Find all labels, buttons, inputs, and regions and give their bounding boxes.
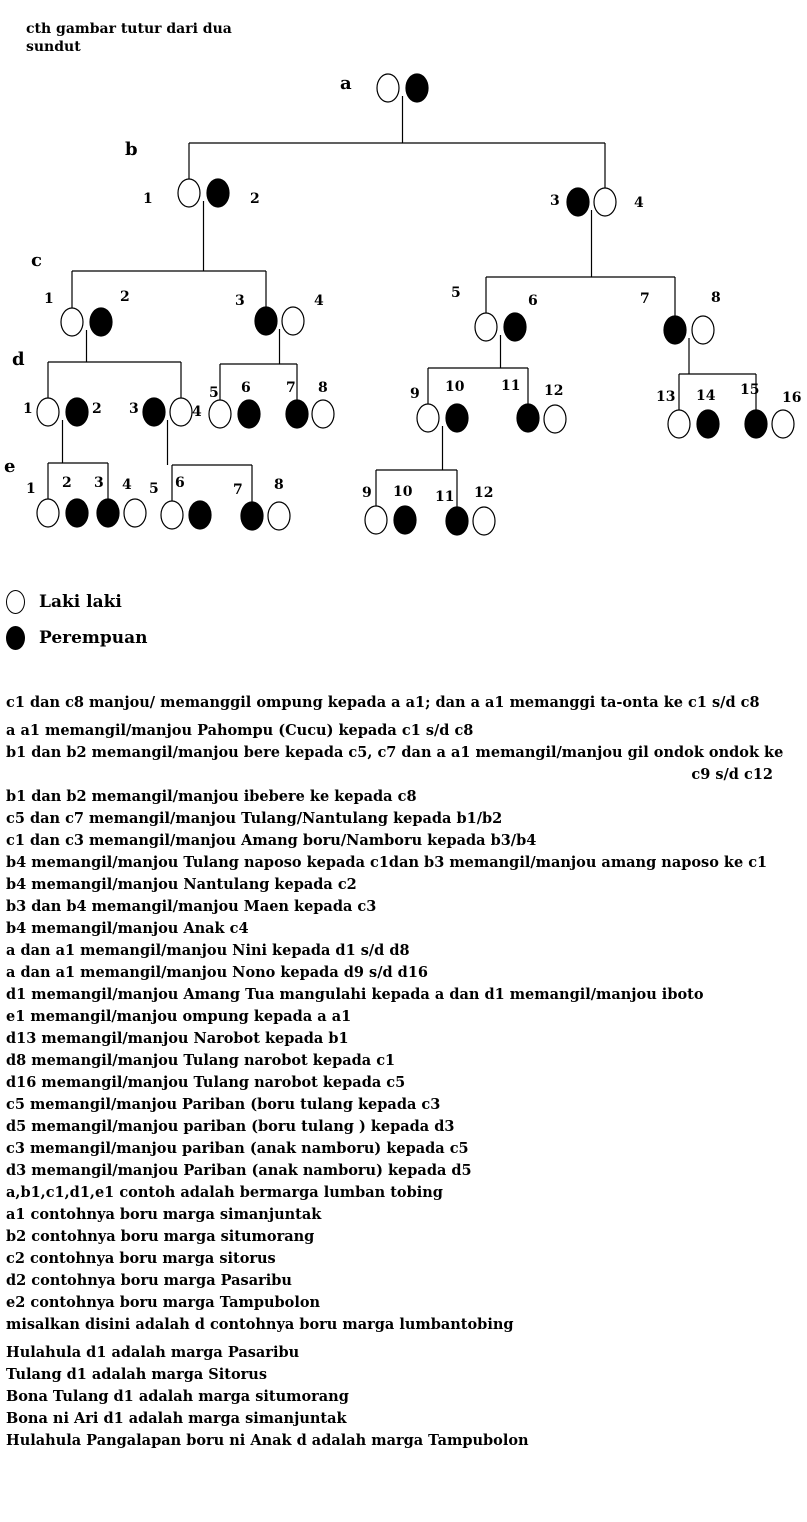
person-number-label: 8 (318, 380, 328, 396)
note-line (6, 742, 801, 786)
kinship-diagram (0, 0, 807, 570)
person-number-label: 4 (634, 195, 644, 211)
person-number-label: 1 (44, 291, 54, 307)
person-number-label: 7 (286, 380, 296, 396)
person-female-symbol (207, 179, 229, 207)
person-number-label: 6 (241, 380, 251, 396)
note-line: d1 memangil/manjou Amang Tua mangulahi kepada a dan d1 memangil/manjou iboto (6, 986, 704, 1003)
person-number-label: 10 (393, 484, 413, 500)
person-male-symbol (37, 398, 59, 426)
person-male-symbol (475, 313, 497, 341)
person-male-symbol (772, 410, 794, 438)
note-line: d8 memangil/manjou Tulang narobot kepada c1 (6, 1052, 396, 1069)
person-number-label: 3 (94, 475, 104, 491)
female-filled-circle-icon (6, 626, 25, 650)
person-number-label: 4 (122, 477, 132, 493)
note-line: d16 memangil/manjou Tulang narobot kepada c5 (6, 1074, 406, 1091)
person-number-label: 1 (23, 401, 33, 417)
note-line: e1 memangil/manjou ompung kepada a a1 (6, 1008, 352, 1025)
person-number-label: 2 (92, 401, 102, 417)
person-number-label: 2 (62, 475, 72, 491)
note-line-continuation: c9 s/d c12 (691, 766, 773, 783)
person-number-label: 15 (740, 382, 760, 398)
person-number-label: 12 (474, 485, 494, 501)
note-line-main: b1 dan b2 memangil/manjou bere kepada c5, c7 dan a a1 memangil/manjou gil ondok ondok ke (6, 744, 784, 761)
person-number-label: 8 (711, 290, 721, 306)
note-line: a1 contohnya boru marga simanjuntak (6, 1206, 322, 1223)
person-male-symbol (282, 307, 304, 335)
person-male-symbol (692, 316, 714, 344)
person-male-symbol (594, 188, 616, 216)
person-female-symbol (189, 501, 211, 529)
kinship-notes (6, 692, 801, 1452)
person-male-symbol (377, 74, 399, 102)
person-number-label: 9 (410, 386, 420, 402)
person-number-label: 4 (314, 293, 324, 309)
note-line: Bona ni Ari d1 adalah marga simanjuntak (6, 1410, 347, 1427)
person-number-label: 2 (120, 289, 130, 305)
person-male-symbol (417, 404, 439, 432)
person-number-label: 4 (192, 404, 202, 420)
note-line: b4 memangil/manjou Tulang naposo kepada c1dan b3 memangil/manjou amang naposo ke c1 (6, 854, 768, 871)
person-female-symbol (406, 74, 428, 102)
person-number-label: 12 (544, 383, 564, 399)
person-number-label: 5 (209, 385, 219, 401)
person-female-symbol (66, 398, 88, 426)
person-male-symbol (268, 502, 290, 530)
legend-female (6, 626, 148, 650)
note-line: a dan a1 memangil/manjou Nono kepada d9 s/d d16 (6, 964, 429, 981)
person-female-symbol (255, 307, 277, 335)
person-female-symbol (517, 404, 539, 432)
person-male-symbol (668, 410, 690, 438)
note-line: d5 memangil/manjou pariban (boru tulang ) kepada d3 (6, 1118, 455, 1135)
note-line: misalkan disini adalah d contohnya boru marga lumbantobing (6, 1316, 514, 1333)
person-male-symbol (312, 400, 334, 428)
person-female-symbol (286, 400, 308, 428)
generation-label: b (125, 139, 138, 160)
legend-male-label: Laki laki (39, 592, 122, 612)
person-number-label: 9 (362, 485, 372, 501)
person-male-symbol (124, 499, 146, 527)
person-male-symbol (365, 506, 387, 534)
person-male-symbol (37, 499, 59, 527)
person-male-symbol (209, 400, 231, 428)
person-female-symbol (394, 506, 416, 534)
person-male-symbol (161, 501, 183, 529)
person-number-label: 11 (435, 489, 455, 505)
legend-female-label: Perempuan (39, 628, 148, 648)
person-female-symbol (97, 499, 119, 527)
note-line: d2 contohnya boru marga Pasaribu (6, 1272, 292, 1289)
person-number-label: 6 (175, 475, 185, 491)
note-line: a,b1,c1,d1,e1 contoh adalah bermarga lumban tobing (6, 1184, 443, 1201)
person-number-label: 10 (445, 379, 465, 395)
person-number-label: 3 (235, 293, 245, 309)
person-number-label: 1 (143, 191, 153, 207)
person-number-label: 3 (550, 193, 560, 209)
person-male-symbol (178, 179, 200, 207)
note-line: d13 memangil/manjou Narobot kepada b1 (6, 1030, 349, 1047)
person-female-symbol (745, 410, 767, 438)
note-line: b4 memangil/manjou Anak c4 (6, 920, 249, 937)
person-number-label: 2 (250, 191, 260, 207)
generation-label: d (12, 349, 25, 370)
person-number-label: 14 (696, 388, 716, 404)
person-number-label: 5 (149, 481, 159, 497)
note-line: c2 contohnya boru marga sitorus (6, 1250, 276, 1267)
person-number-label: 11 (501, 378, 521, 394)
note-line: c1 dan c3 memangil/manjou Amang boru/Namboru kepada b3/b4 (6, 832, 537, 849)
person-female-symbol (90, 308, 112, 336)
note-line: Tulang d1 adalah marga Sitorus (6, 1366, 267, 1383)
note-line: c5 dan c7 memangil/manjou Tulang/Nantulang kepada b1/b2 (6, 810, 503, 827)
note-line: d3 memangil/manjou Pariban (anak namboru) kepada d5 (6, 1162, 472, 1179)
person-number-label: 13 (656, 389, 676, 405)
person-male-symbol (170, 398, 192, 426)
person-female-symbol (504, 313, 526, 341)
legend-male (6, 590, 122, 614)
person-male-symbol (473, 507, 495, 535)
person-female-symbol (664, 316, 686, 344)
person-female-symbol (446, 404, 468, 432)
generation-label: c (31, 250, 42, 271)
person-number-label: 7 (640, 291, 650, 307)
person-number-label: 5 (451, 285, 461, 301)
diagram-caption: cth gambar tutur dari dua sundut (26, 21, 232, 55)
person-female-symbol (567, 188, 589, 216)
person-female-symbol (238, 400, 260, 428)
person-number-label: 1 (26, 481, 36, 497)
person-female-symbol (697, 410, 719, 438)
note-line: Hulahula Pangalapan boru ni Anak d adalah marga Tampubolon (6, 1432, 529, 1449)
note-line: c1 dan c8 manjou/ memanggil ompung kepada a a1; dan a a1 memanggi ta-onta ke c1 s/d c8 (6, 694, 760, 711)
note-line: a dan a1 memangil/manjou Nini kepada d1 s/d d8 (6, 942, 410, 959)
person-female-symbol (446, 507, 468, 535)
person-female-symbol (66, 499, 88, 527)
note-line: a a1 memangil/manjou Pahompu (Cucu) kepada c1 s/d c8 (6, 722, 474, 739)
note-line: Bona Tulang d1 adalah marga situmorang (6, 1388, 349, 1405)
generation-label: a (340, 73, 352, 94)
generation-label: e (4, 456, 16, 477)
person-female-symbol (143, 398, 165, 426)
person-number-label: 8 (274, 477, 284, 493)
person-male-symbol (544, 405, 566, 433)
note-line: b3 dan b4 memangil/manjou Maen kepada c3 (6, 898, 377, 915)
person-number-label: 3 (129, 401, 139, 417)
note-line: e2 contohnya boru marga Tampubolon (6, 1294, 321, 1311)
person-number-label: 16 (782, 390, 802, 406)
note-line: c5 memangil/manjou Pariban (boru tulang kepada c3 (6, 1096, 441, 1113)
note-line: b1 dan b2 memangil/manjou ibebere ke kepada c8 (6, 788, 417, 805)
male-circle-icon (6, 590, 25, 614)
note-line: c3 memangil/manjou pariban (anak namboru) kepada c5 (6, 1140, 469, 1157)
note-line: Hulahula d1 adalah marga Pasaribu (6, 1344, 300, 1361)
note-line: b4 memangil/manjou Nantulang kepada c2 (6, 876, 357, 893)
person-female-symbol (241, 502, 263, 530)
person-number-label: 7 (233, 482, 243, 498)
person-number-label: 6 (528, 293, 538, 309)
person-male-symbol (61, 308, 83, 336)
note-line: b2 contohnya boru marga situmorang (6, 1228, 315, 1245)
